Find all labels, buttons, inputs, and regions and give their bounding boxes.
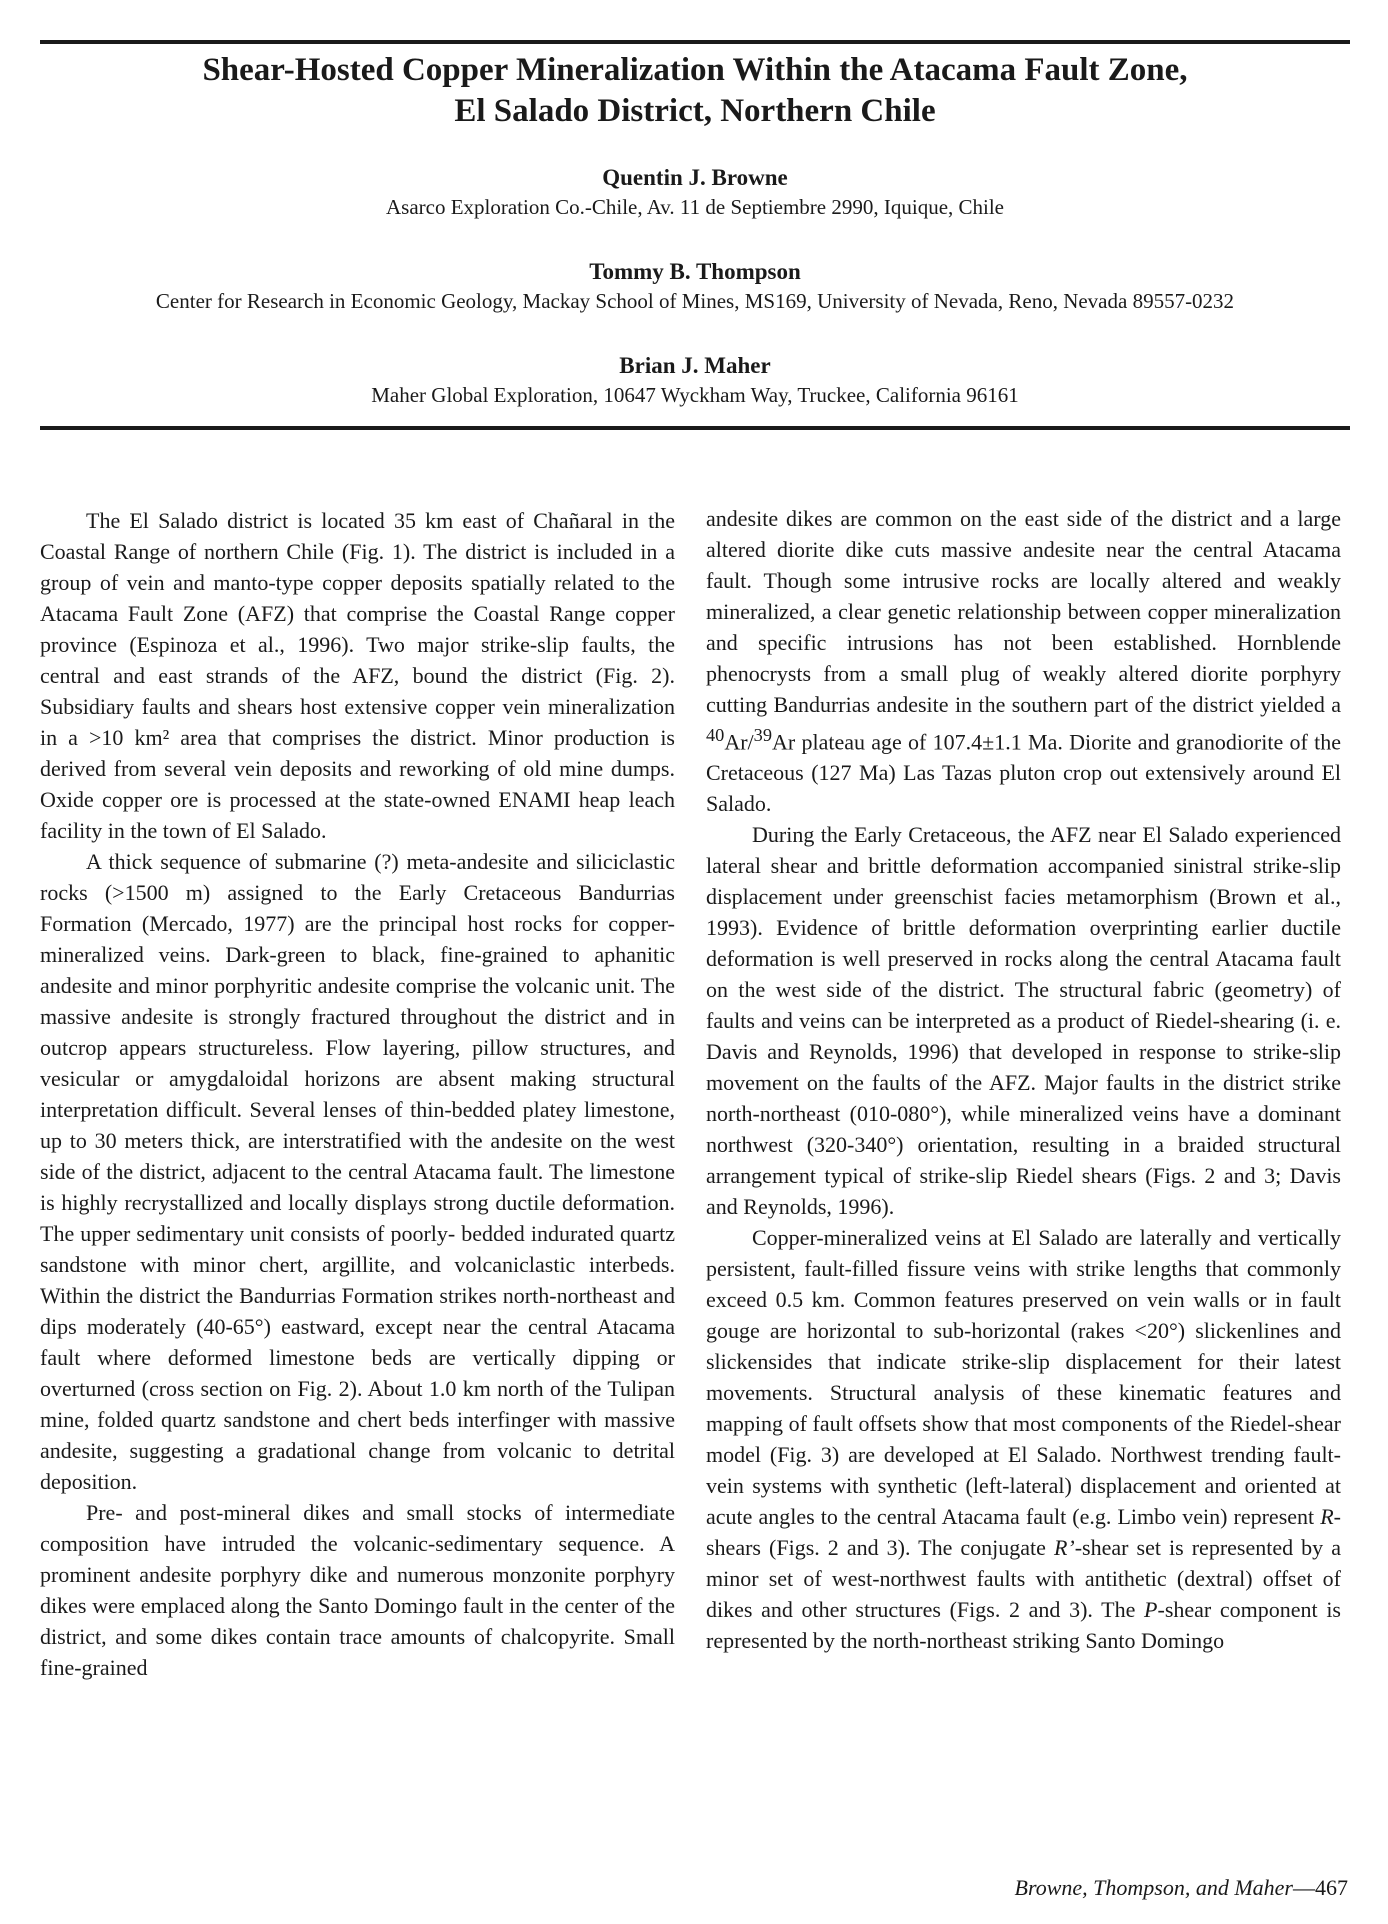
top-rule [40, 40, 1350, 44]
author-affiliation: Asarco Exploration Co.-Chile, Av. 11 de Septiembre 2990, Iquique, Chile [385, 195, 1005, 219]
header-bottom-rule [40, 426, 1350, 430]
author-block-3 [40, 351, 1350, 409]
page-number: —467 [1293, 1875, 1348, 1900]
text-run: -shear set is represented by a minor set of west-northwest faults with antithetic (dextral) offset of dikes and other structures (Figs. 2 and 3). The [706, 1535, 1341, 1623]
author-name: Brian J. Maher [619, 353, 771, 378]
italic-term: R [1320, 1504, 1334, 1530]
author-block-1 [40, 163, 1350, 221]
text-run: Copper-mineralized veins at El Salado are laterally and vertically persistent, fault-filled fissure veins with strike lengths that commonly exceed 0.5 km. Common features preserved on vein walls or in fault gouge are horizontal to sub-horizontal (rakes <20°) slickenlines and slickensides that indicate strike-slip displacement for their latest movements. Structural analysis of these kinematic features and mapping of fault offsets show that most components of the Riedel-shear model (Fig. 3) are developed at El Salado. Northwest trending fault-vein systems with synthetic (left-lateral) displacement and oriented at acute angles to the central Atacama fault (e.g. Limbo vein) represent [706, 1225, 1341, 1530]
footer-authors: Browne, Thompson, and Maher [1014, 1875, 1293, 1900]
paragraph: The El Salado district is located 35 km east of Chañaral in the Coastal Range of northern Chile (Fig. 1). The district is included in a group of vein and manto-type copper deposits spatially related to the Atacama Fault Zone (AFZ) that comprise the Coastal Range copper province (Espinoza et al., 1996). Two major strike-slip faults, the central and east strands of the AFZ, bound the district (Fig. 2). Subsidiary faults and shears host extensive copper vein mineralization in a >10 km² area that comprises the district. Minor production is derived from several vein deposits and reworking of old mine dumps. Oxide copper ore is processed at the state-owned ENAMI heap leach facility in the town of El Salado. [40, 508, 675, 843]
paper-title [40, 50, 1350, 132]
isotope-superscript: 40 [706, 725, 725, 745]
paragraph: During the Early Cretaceous, the AFZ near El Salado experienced lateral shear and brittle deformation accompanied sinistral strike-slip displacement under greenschist facies metamorphism (Brown et al., 1993). Evidence of brittle deformation overprinting earlier ductile deformation is well preserved in rocks along the central Atacama fault on the west side of the district. The structural fabric (geometry) of faults and veins can be interpreted as a product of Riedel-shearing (i. e. Davis and Reynolds, 1996) that developed in response to strike-slip movement on the faults of the AFZ. Major faults in the district strike north-northeast (010-080°), while mineralized veins have a dominant northwest (320-340°) orientation, resulting in a braided structural arrangement typical of strike-slip Riedel shears (Figs. 2 and 3; Davis and Reynolds, 1996). [706, 822, 1341, 1220]
paragraph [706, 1222, 1341, 1656]
left-column [40, 505, 675, 1683]
paragraph [706, 503, 1341, 819]
text-run: -shears (Figs. 2 and 3). The conjugate [706, 1504, 1341, 1561]
author-name: Tommy B. Thompson [589, 259, 801, 284]
author-block-2 [40, 257, 1350, 315]
isotope-superscript: 39 [753, 725, 772, 745]
author-affiliation: Maher Global Exploration, 10647 Wyckham Way, Truckee, California 96161 [371, 383, 1019, 407]
author-name: Quentin J. Browne [602, 165, 788, 190]
text-run: Ar plateau age of 107.4±1.1 Ma. Diorite and granodiorite of the Cretaceous (127 Ma) Las Tazas pluton crop out extensively around El Salado. [706, 729, 1341, 817]
italic-term: R’ [1053, 1535, 1075, 1561]
title-line-1: Shear-Hosted Copper Mineralization Within the Atacama Fault Zone, [202, 52, 1188, 88]
title-line-2: El Salado District, Northern Chile [454, 93, 936, 129]
paragraph: Pre- and post-mineral dikes and small stocks of intermediate composition have intruded the volcanic-sedimentary sequence. A prominent andesite porphyry dike and numerous monzonite porphyry dikes were emplaced along the Santo Domingo fault in the center of the district, and some dikes contain trace amounts of chalcopyrite. Small fine-grained [40, 1500, 675, 1680]
right-column [706, 503, 1341, 1656]
page-footer [1015, 1874, 1348, 1902]
author-affiliation: Center for Research in Economic Geology, Mackay School of Mines, MS169, University of Nevada, Reno, Nevada 89557-0232 [155, 289, 1235, 313]
paragraph: A thick sequence of submarine (?) meta-andesite and siliciclastic rocks (>1500 m) assigned to the Early Cretaceous Bandurrias Formation (Mercado, 1977) are the principal host rocks for copper-mineralized veins. Dark-green to black, fine-grained to aphanitic andesite and minor porphyritic andesite comprise the volcanic unit. The massive andesite is strongly fractured throughout the district and in outcrop appears structureless. Flow layering, pillow structures, and vesicular or amygdaloidal horizons are absent making structural interpretation difficult. Several lenses of thin-bedded platey limestone, up to 30 meters thick, are interstratified with the andesite on the west side of the district, adjacent to the central Atacama fault. The limestone is highly recrystallized and locally displays strong ductile deformation. The upper sedimentary unit consists of poorly- bedded indurated quartz sandstone with minor chert, argillite, and volcaniclastic interbeds. Within the district the Bandurrias Formation strikes north-northeast and dips moderately (40-65°) eastward, except near the central Atacama fault where deformed limestone beds are vertically dipping or overturned (cross section on Fig. 2). About 1.0 km north of the Tulipan mine, folded quartz sandstone and chert beds interfinger with massive andesite, suggesting a gradational change from volcanic to detrital deposition. [40, 849, 675, 1494]
text-run: -shear component is represented by the north-northeast striking Santo Domingo [706, 1597, 1341, 1654]
text-run: andesite dikes are common on the east side of the district and a large altered diorite dike cuts massive andesite near the central Atacama fault. Though some intrusive rocks are locally altered and weakly mineralized, a clear genetic relationship between copper mineralization and specific intrusions has not been established. Hornblende phenocrysts from a small plug of weakly altered diorite porphyry cutting Bandurrias andesite in the southern part of the district yielded a [706, 506, 1341, 717]
italic-term: P [1144, 1597, 1158, 1623]
text-run: Ar/ [724, 729, 754, 755]
